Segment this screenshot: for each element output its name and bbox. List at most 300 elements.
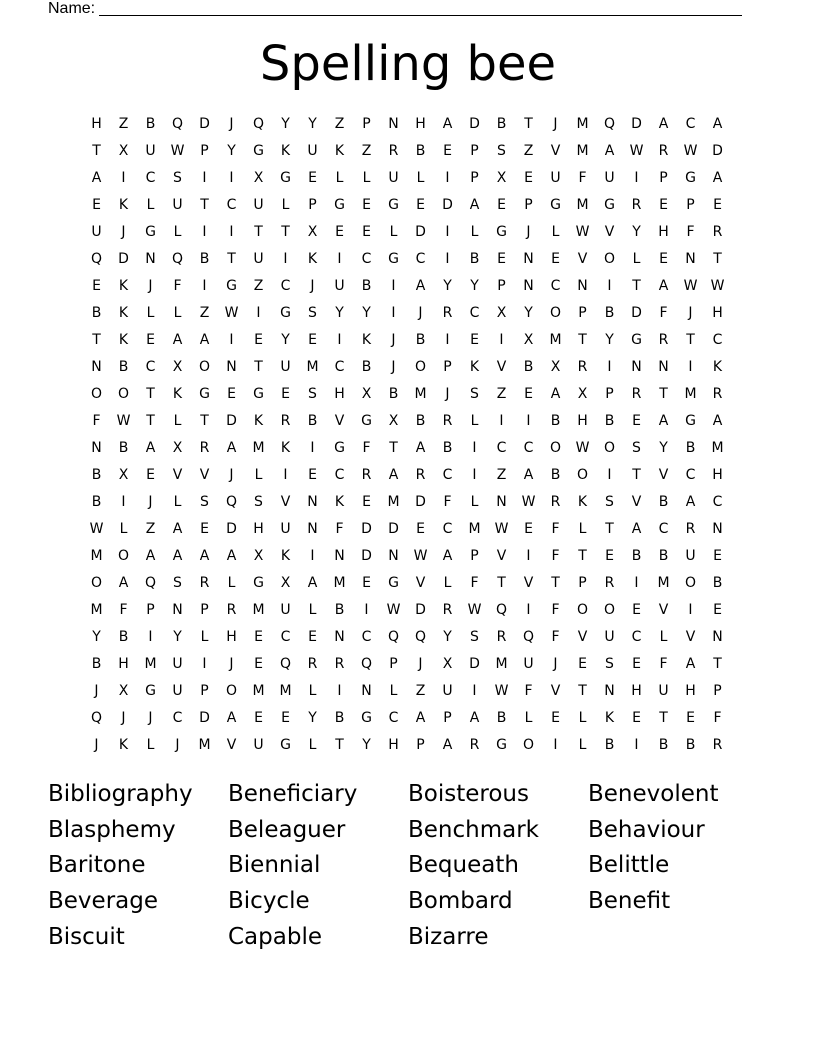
word-list-item: Biscuit (48, 923, 125, 950)
grid-letter: K (334, 494, 345, 510)
grid-letter: U (91, 224, 102, 240)
grid-letter: W (710, 278, 725, 294)
grid-letter: Q (414, 629, 427, 645)
grid-letter: L (578, 737, 587, 753)
grid-letter: L (146, 305, 155, 321)
grid-letter: Z (118, 116, 129, 132)
grid-letter: J (391, 332, 396, 348)
grid-letter: G (388, 575, 399, 591)
grid-letter: I (337, 683, 342, 699)
grid-letter: V (226, 737, 237, 753)
grid-letter: F (551, 521, 560, 537)
grid-letter: R (361, 467, 372, 483)
grid-letter: R (334, 656, 345, 672)
grid-letter: L (524, 710, 533, 726)
grid-letter: A (172, 548, 183, 564)
grid-letter: U (172, 683, 183, 699)
grid-letter: I (202, 224, 207, 240)
grid-letter: M (279, 683, 292, 699)
grid-letter: E (605, 548, 614, 564)
grid-letter: M (306, 359, 319, 375)
grid-letter: B (334, 602, 345, 618)
grid-letter: K (253, 413, 264, 429)
grid-letter: A (199, 548, 210, 564)
grid-letter: I (445, 170, 450, 186)
grid-letter: U (658, 683, 669, 699)
grid-letter: E (362, 224, 371, 240)
grid-letter: C (631, 629, 642, 645)
grid-letter: O (576, 602, 589, 618)
grid-letter: D (631, 116, 642, 132)
grid-letter: Y (92, 629, 101, 645)
grid-letter: R (712, 224, 723, 240)
grid-letter: B (496, 116, 507, 132)
grid-letter: A (469, 197, 480, 213)
word-list-item: Bequeath (408, 852, 519, 879)
grid-letter: R (577, 359, 588, 375)
word-list-item: Capable (228, 923, 322, 950)
grid-letter: W (683, 143, 698, 159)
grid-letter: D (469, 656, 480, 672)
grid-letter: C (712, 332, 723, 348)
grid-letter: G (631, 332, 642, 348)
grid-letter: R (685, 521, 696, 537)
grid-letter: W (116, 413, 131, 429)
grid-letter: L (389, 683, 398, 699)
grid-letter: N (334, 629, 345, 645)
grid-letter: V (334, 413, 345, 429)
grid-letter: E (632, 602, 641, 618)
word-list (48, 777, 768, 955)
grid-letter: X (172, 440, 183, 456)
grid-letter: N (307, 494, 318, 510)
grid-letter: S (308, 386, 317, 402)
grid-letter: W (467, 602, 482, 618)
grid-letter: R (388, 143, 399, 159)
grid-letter: O (576, 467, 589, 483)
grid-letter: T (254, 359, 263, 375)
grid-letter: A (658, 278, 669, 294)
grid-letter: D (361, 521, 372, 537)
word-list-item: Benchmark (408, 816, 540, 843)
grid-letter: G (550, 197, 561, 213)
grid-letter: C (523, 440, 534, 456)
grid-letter: I (688, 602, 693, 618)
grid-letter: I (391, 278, 396, 294)
grid-letter: R (631, 386, 642, 402)
grid-letter: U (550, 170, 561, 186)
grid-letter: T (632, 278, 641, 294)
grid-letter: L (416, 170, 425, 186)
grid-letter: I (445, 224, 450, 240)
grid-letter: J (418, 305, 423, 321)
grid-letter: X (307, 224, 318, 240)
word-list-item: Beneficiary (228, 781, 358, 807)
grid-letter: I (526, 548, 531, 564)
word-list-item: Bizarre (408, 923, 489, 950)
grid-letter: Z (145, 521, 156, 537)
grid-letter: C (226, 197, 237, 213)
grid-letter: N (172, 602, 183, 618)
grid-letter: V (280, 494, 291, 510)
word-list-item: Beleaguer (228, 816, 346, 843)
grid-letter: B (685, 737, 696, 753)
grid-letter: E (146, 332, 155, 348)
grid-letter: Z (496, 386, 507, 402)
grid-letter: P (578, 305, 587, 321)
grid-letter: J (148, 278, 153, 294)
grid-letter: G (145, 224, 156, 240)
grid-letter: E (578, 656, 587, 672)
grid-letter: G (280, 305, 291, 321)
grid-letter: A (712, 170, 723, 186)
grid-letter: A (415, 710, 426, 726)
grid-letter: R (496, 629, 507, 645)
grid-letter: J (148, 494, 153, 510)
grid-letter: N (226, 359, 237, 375)
grid-letter: C (334, 467, 345, 483)
grid-letter: N (658, 359, 669, 375)
grid-letter: H (712, 305, 723, 321)
grid-letter: O (225, 683, 238, 699)
grid-letter: D (415, 602, 426, 618)
grid-letter: J (553, 116, 558, 132)
grid-letter: B (469, 251, 480, 267)
grid-letter: E (524, 170, 533, 186)
grid-letter: H (253, 521, 264, 537)
grid-letter: N (523, 251, 534, 267)
grid-letter: Y (308, 116, 317, 132)
grid-letter: C (496, 440, 507, 456)
grid-letter: N (307, 521, 318, 537)
grid-letter: G (253, 575, 264, 591)
grid-letter: Z (415, 683, 426, 699)
grid-letter: M (90, 602, 103, 618)
grid-letter: O (603, 251, 616, 267)
grid-letter: X (253, 548, 264, 564)
grid-letter: A (172, 332, 183, 348)
grid-letter: Q (90, 251, 103, 267)
grid-letter: M (576, 116, 589, 132)
grid-letter: S (605, 656, 614, 672)
grid-letter: F (92, 413, 101, 429)
grid-letter: A (523, 467, 534, 483)
grid-letter: P (200, 683, 209, 699)
grid-letter: H (685, 683, 696, 699)
grid-letter: N (577, 278, 588, 294)
grid-letter: W (494, 683, 509, 699)
grid-letter: B (199, 251, 210, 267)
grid-letter: Y (632, 224, 641, 240)
grid-letter: X (388, 413, 399, 429)
grid-letter: E (92, 197, 101, 213)
grid-letter: V (199, 467, 210, 483)
grid-letter: K (361, 332, 372, 348)
grid-letter: A (145, 548, 156, 564)
grid-letter: K (280, 143, 291, 159)
grid-letter: T (713, 251, 722, 267)
grid-letter: L (470, 224, 479, 240)
grid-letter: E (524, 386, 533, 402)
grid-letter: E (551, 251, 560, 267)
grid-letter: A (685, 494, 696, 510)
grid-letter: C (415, 251, 426, 267)
grid-letter: A (226, 548, 237, 564)
grid-letter: A (658, 413, 669, 429)
grid-letter: U (442, 683, 453, 699)
grid-letter: Q (360, 656, 373, 672)
grid-letter: D (415, 494, 426, 510)
grid-letter: R (307, 656, 318, 672)
grid-letter: N (334, 548, 345, 564)
grid-letter: A (145, 440, 156, 456)
grid-letter: A (307, 575, 318, 591)
grid-letter: D (226, 521, 237, 537)
grid-letter: L (119, 521, 128, 537)
grid-letter: B (91, 494, 102, 510)
grid-letter: Z (334, 116, 345, 132)
grid-letter: E (335, 224, 344, 240)
grid-letter: B (550, 467, 561, 483)
grid-letter: T (659, 710, 668, 726)
grid-letter: P (605, 386, 614, 402)
grid-letter: T (92, 143, 101, 159)
grid-letter: F (470, 575, 479, 591)
grid-letter: E (146, 467, 155, 483)
grid-letter: J (94, 683, 99, 699)
grid-letter: C (658, 521, 669, 537)
grid-letter: Q (252, 116, 265, 132)
grid-letter: M (576, 143, 589, 159)
grid-letter: G (496, 224, 507, 240)
grid-letter: U (172, 197, 183, 213)
grid-letter: D (199, 710, 210, 726)
grid-letter: J (310, 278, 315, 294)
grid-letter: S (308, 305, 317, 321)
grid-letter: T (200, 197, 209, 213)
grid-letter: E (254, 710, 263, 726)
grid-letter: C (280, 278, 291, 294)
grid-letter: L (281, 197, 290, 213)
grid-letter: B (631, 548, 642, 564)
grid-letter: C (361, 629, 372, 645)
grid-letter: R (442, 305, 453, 321)
grid-letter: A (604, 143, 615, 159)
grid-letter: E (524, 521, 533, 537)
name-field (48, 0, 742, 18)
grid-letter: Q (522, 629, 535, 645)
grid-letter: P (470, 548, 479, 564)
grid-letter: R (658, 143, 669, 159)
grid-letter: G (280, 737, 291, 753)
grid-letter: C (361, 251, 372, 267)
grid-letter: Y (443, 278, 452, 294)
grid-letter: T (92, 332, 101, 348)
grid-letter: F (524, 683, 533, 699)
grid-letter: L (362, 170, 371, 186)
grid-letter: G (334, 197, 345, 213)
grid-letter: E (362, 494, 371, 510)
grid-letter: I (634, 575, 639, 591)
grid-letter: R (226, 602, 237, 618)
grid-letter: Y (227, 143, 236, 159)
grid-letter: O (549, 305, 562, 321)
grid-letter: Q (171, 251, 184, 267)
grid-letter: N (361, 683, 372, 699)
grid-letter: F (578, 170, 587, 186)
grid-letter: B (523, 359, 534, 375)
grid-letter: K (118, 305, 129, 321)
grid-letter: P (497, 278, 506, 294)
word-search-grid (83, 111, 731, 759)
grid-letter: I (634, 170, 639, 186)
grid-letter: M (684, 386, 697, 402)
grid-letter: M (144, 656, 157, 672)
grid-letter: A (226, 440, 237, 456)
grid-letter: Y (470, 278, 479, 294)
grid-letter: C (145, 359, 156, 375)
grid-letter: V (631, 494, 642, 510)
grid-letter: X (442, 656, 453, 672)
grid-letter: O (90, 575, 103, 591)
grid-letter: T (146, 413, 155, 429)
grid-letter: E (281, 386, 290, 402)
grid-letter: S (200, 494, 209, 510)
grid-letter: L (470, 413, 479, 429)
grid-letter: B (388, 386, 399, 402)
word-list-item: Blasphemy (48, 816, 176, 843)
grid-letter: G (226, 278, 237, 294)
grid-letter: B (496, 710, 507, 726)
grid-letter: E (200, 521, 209, 537)
grid-letter: Y (659, 440, 668, 456)
grid-letter: N (145, 251, 156, 267)
grid-letter: A (469, 710, 480, 726)
grid-letter: P (416, 737, 425, 753)
grid-letter: Q (495, 602, 508, 618)
grid-letter: F (659, 656, 668, 672)
grid-letter: P (443, 359, 452, 375)
grid-letter: Q (144, 575, 157, 591)
grid-letter: P (470, 143, 479, 159)
grid-letter: J (229, 656, 234, 672)
grid-letter: W (629, 143, 644, 159)
grid-letter: S (173, 575, 182, 591)
grid-letter: L (443, 575, 452, 591)
grid-letter: O (522, 737, 535, 753)
grid-letter: P (308, 197, 317, 213)
grid-letter: T (713, 656, 722, 672)
grid-letter: T (659, 386, 668, 402)
grid-letter: C (280, 629, 291, 645)
grid-letter: L (632, 251, 641, 267)
grid-letter: J (553, 656, 558, 672)
grid-letter: P (578, 575, 587, 591)
grid-letter: U (172, 656, 183, 672)
grid-letter: Q (90, 710, 103, 726)
grid-letter: E (92, 278, 101, 294)
grid-letter: I (391, 305, 396, 321)
grid-letter: L (146, 737, 155, 753)
grid-letter: H (91, 116, 102, 132)
grid-letter: L (308, 683, 317, 699)
grid-letter: G (334, 440, 345, 456)
grid-letter: E (713, 197, 722, 213)
grid-letter: N (712, 521, 723, 537)
grid-letter: C (685, 116, 696, 132)
grid-letter: E (227, 386, 236, 402)
grid-letter: T (281, 224, 290, 240)
grid-letter: U (253, 737, 264, 753)
grid-letter: B (415, 413, 426, 429)
grid-letter: B (550, 413, 561, 429)
grid-letter: I (688, 359, 693, 375)
grid-letter: R (280, 413, 291, 429)
grid-letter: O (603, 602, 616, 618)
grid-letter: H (631, 683, 642, 699)
grid-letter: Z (496, 467, 507, 483)
grid-letter: A (442, 737, 453, 753)
grid-letter: B (604, 413, 615, 429)
grid-letter: I (553, 737, 558, 753)
grid-letter: Y (335, 305, 344, 321)
grid-letter: M (414, 386, 427, 402)
grid-letter: V (658, 467, 669, 483)
word-list-item: Benefit (588, 888, 671, 915)
grid-letter: Z (523, 143, 534, 159)
grid-letter: V (685, 629, 696, 645)
grid-letter: B (658, 494, 669, 510)
grid-letter: D (388, 521, 399, 537)
grid-letter: I (337, 332, 342, 348)
grid-letter: R (631, 197, 642, 213)
grid-letter: M (711, 440, 724, 456)
grid-letter: I (472, 683, 477, 699)
grid-letter: R (469, 737, 480, 753)
grid-letter: A (685, 656, 696, 672)
grid-letter: T (578, 332, 587, 348)
grid-letter: X (118, 683, 129, 699)
grid-letter: A (199, 332, 210, 348)
grid-letter: X (496, 170, 507, 186)
grid-letter: T (335, 737, 344, 753)
grid-letter: C (334, 359, 345, 375)
grid-letter: H (577, 413, 588, 429)
grid-letter: B (604, 737, 615, 753)
grid-letter: K (334, 143, 345, 159)
grid-letter: G (253, 386, 264, 402)
grid-letter: I (229, 170, 234, 186)
grid-letter: G (496, 737, 507, 753)
word-list-item: Beverage (48, 888, 158, 915)
grid-letter: O (117, 548, 130, 564)
grid-letter: B (415, 143, 426, 159)
grid-letter: B (685, 440, 696, 456)
grid-letter: E (254, 332, 263, 348)
grid-letter: E (308, 629, 317, 645)
grid-letter: I (202, 656, 207, 672)
word-list-item: Bicycle (228, 888, 310, 915)
grid-letter: L (173, 224, 182, 240)
grid-letter: N (685, 251, 696, 267)
grid-letter: N (91, 359, 102, 375)
grid-letter: P (524, 197, 533, 213)
grid-letter: A (415, 278, 426, 294)
grid-letter: I (202, 278, 207, 294)
grid-letter: K (469, 359, 480, 375)
grid-letter: P (443, 710, 452, 726)
grid-letter: A (415, 440, 426, 456)
